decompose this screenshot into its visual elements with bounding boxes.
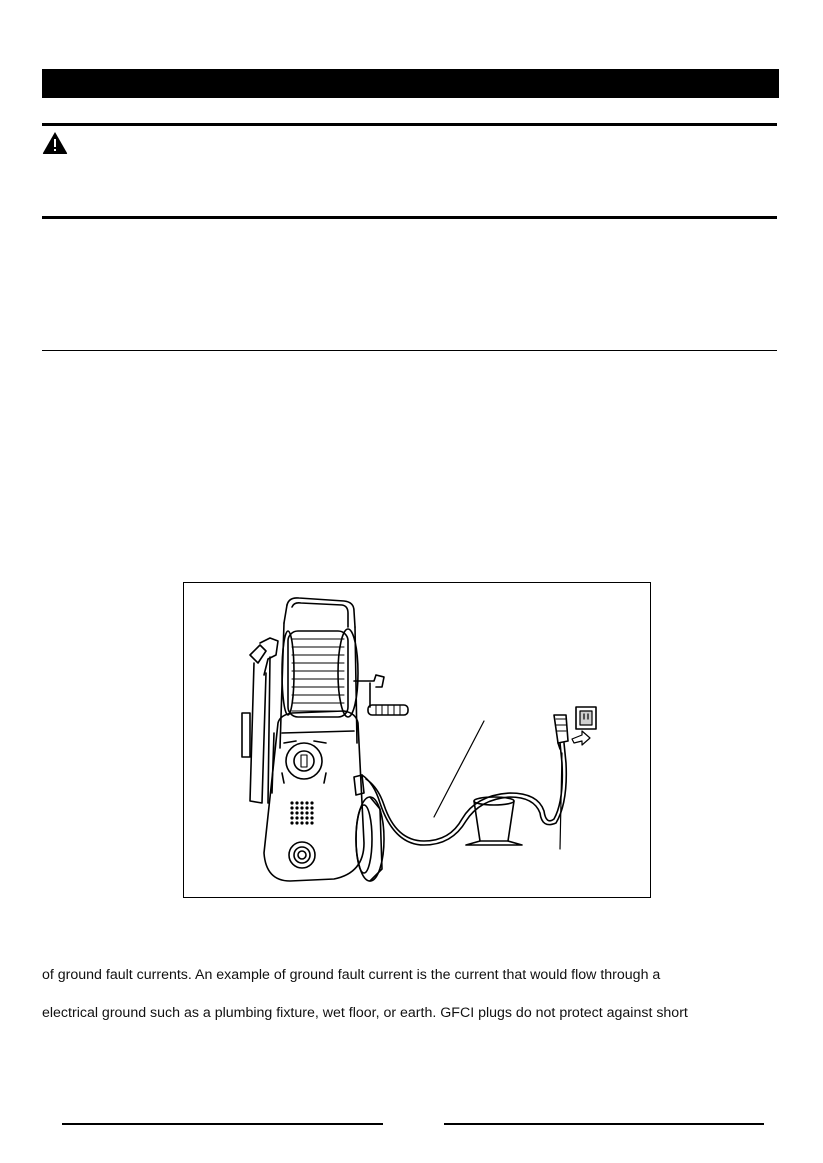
body-text-line-2: electrical ground such as a plumbing fixture, wet floor, or earth. GFCI plugs do not protect against short [42,1005,688,1021]
section-divider [42,350,777,351]
footer-rule-right [444,1123,764,1125]
body-text-line-1: of ground fault currents. An example of ground fault current is the current that would flow through a [42,967,661,983]
warning-bottom-rule [42,216,777,219]
pressure-washer-illustration [184,583,650,897]
footer-rule-left [62,1123,383,1125]
warning-triangle-icon [42,131,68,155]
pressure-washer-figure [183,582,651,898]
warning-top-rule [42,123,777,126]
section-header-banner [42,69,779,98]
